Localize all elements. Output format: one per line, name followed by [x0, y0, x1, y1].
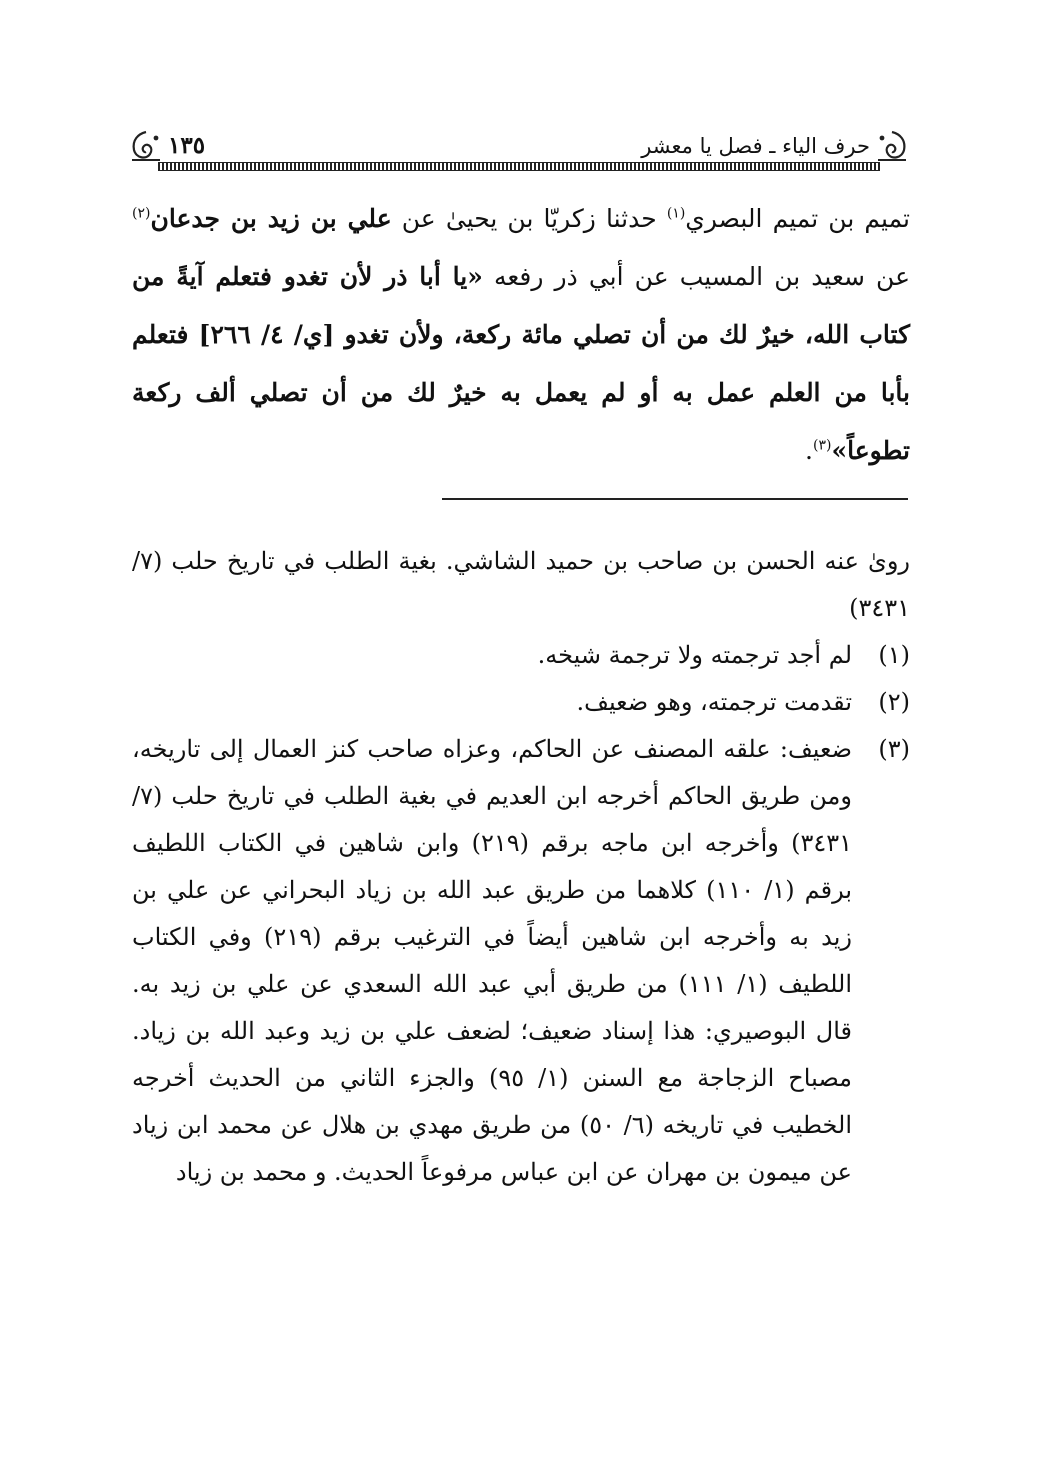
end-mark: .	[805, 436, 813, 465]
footnotes	[132, 538, 910, 1196]
footnote-separator	[442, 498, 908, 500]
isnad-text: حدثنا زكريّا بن يحيىٰ عن	[391, 204, 667, 233]
footnote-ref-3: (٣)	[812, 437, 832, 454]
ornament-right-icon	[874, 128, 910, 164]
footnote-number: (٢)	[878, 688, 910, 716]
footnote-text: ضعيف: علقه المصنف عن الحاكم، وعزاه صاحب كنز العمال إلى تاريخه، ومن طريق الحاكم أخرجه ابن العديم في بغية الطلب في تاريخ حلب (٧/ ٣٤٣١) وأخرجه ابن ماجه برقم (٢١٩) وابن شاهين في الكتاب اللطيف برقم (١/ ١١٠) كلاهما من طريق عبد الله بن زياد البحراني عن علي بن زيد به وأخرجه ابن شاهين أيضاً في الترغيب برقم (٢١٩) وفي الكتاب اللطيف (١/ ١١١) من طريق أبي عبد الله السعدي عن علي بن زيد به. قال البوصيري: هذا إسناد ضعيف؛ لضعف علي بن زيد وعبد الله بن زياد. مصباح الزجاجة مع السنن (١/ ٩٥) والجزء الثاني من الحديث أخرجه الخطيب في تاريخه (٦/ ٥٠) من طريق مهدي بن هلال عن محمد ابن زياد عن ميمون بن مهران عن ابن عباس مرفوعاً الحديث. و محمد بن زياد	[132, 735, 853, 1186]
main-text	[132, 190, 910, 480]
footnote-item	[132, 679, 910, 726]
running-title: حرف الياء ـ فصل يا معشر	[641, 134, 870, 158]
footnote-continuation: روىٰ عنه الحسن بن صاحب بن حميد الشاشي. بغية الطلب في تاريخ حلب (٧/ ٣٤٣١)	[132, 547, 910, 622]
ornament-left-icon	[128, 128, 164, 164]
footnote-ref-1: (١)	[666, 205, 686, 222]
header-rule	[158, 162, 880, 171]
hadith-text: «يا أبا ذر لأن تغدو فتعلم آيةً من كتاب الله، خيرٌ لك من أن تصلي مائة ركعة، ولأن تغدو [ي/ ٤/ ٢٦٦] فتعلم بأبا من العلم عمل به أو لم يعمل به خيرٌ لك من أن تصلي ألف ركعة تطوعاً»	[132, 262, 910, 465]
footnote-text: لم أجد ترجمته ولا ترجمة شيخه.	[537, 641, 852, 669]
page-header	[128, 128, 910, 168]
isnad-text-2: عن سعيد بن المسيب عن أبي ذر رفعه	[482, 262, 910, 291]
footnote-ref-2: (٢)	[132, 205, 151, 222]
page-number: ١٣٥	[168, 132, 206, 159]
narrator-bold: علي بن زيد بن جدعان	[150, 204, 392, 233]
footnote-item	[132, 632, 910, 679]
narrator-text: تميم بن تميم البصري	[685, 204, 910, 233]
footnote-number: (١)	[878, 641, 910, 669]
footnote-item	[132, 726, 910, 1196]
footnote-number: (٣)	[878, 735, 910, 763]
footnote-text: تقدمت ترجمته، وهو ضعيف.	[576, 688, 852, 716]
main-paragraph	[132, 190, 910, 480]
